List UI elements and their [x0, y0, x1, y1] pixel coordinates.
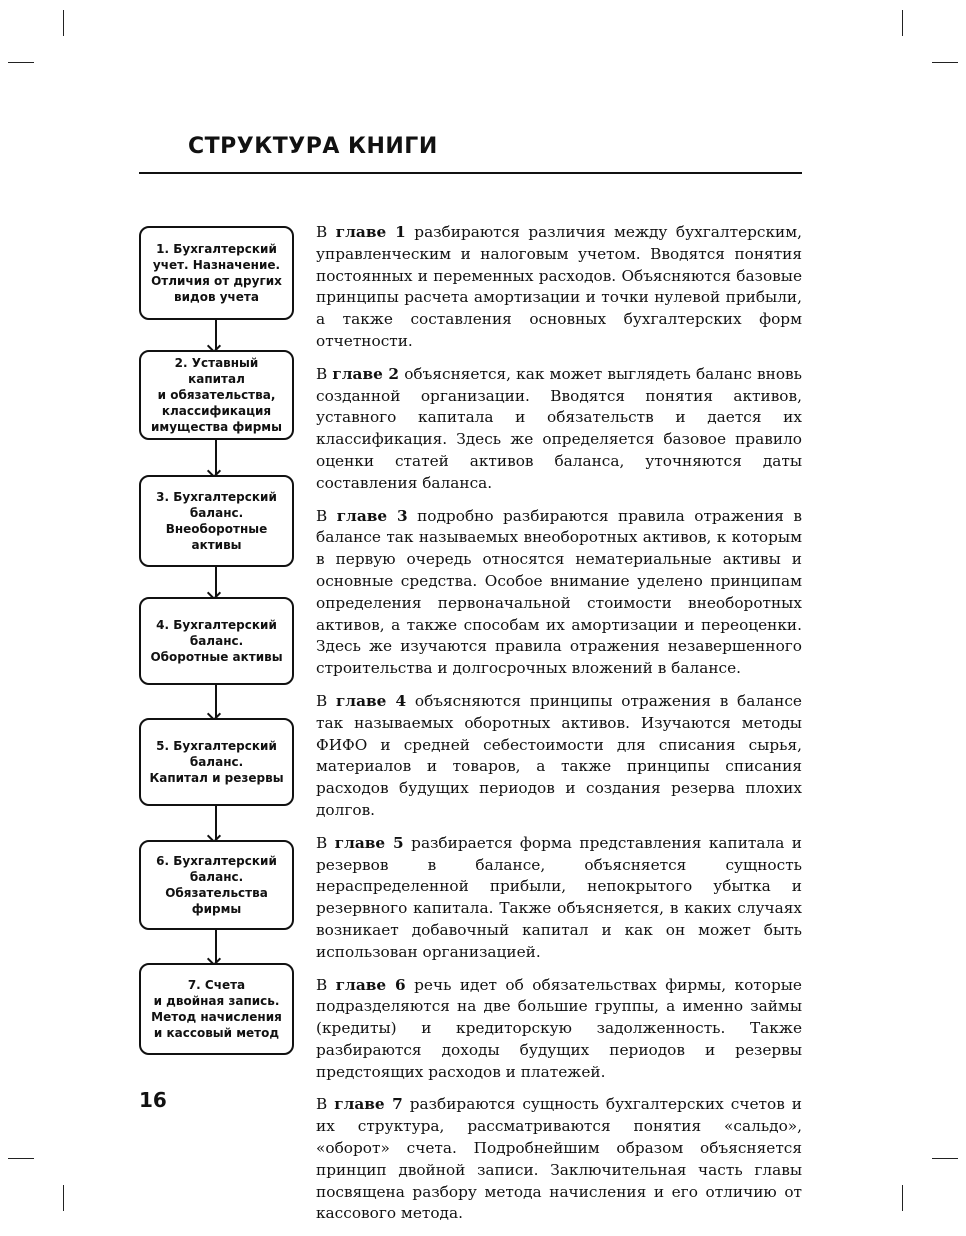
crop-mark: [902, 10, 903, 36]
flow-box-line: 2. Уставный капитал: [174, 356, 259, 386]
flow-arrow: [215, 930, 217, 963]
flow-arrow: [215, 567, 217, 597]
flow-box-line: и кассовый метод: [153, 1026, 280, 1040]
crop-mark: [902, 1185, 903, 1211]
chapter-descriptions: [316, 222, 802, 1236]
flow-box-line: Отличия от других: [151, 274, 282, 288]
flow-box-chapter-7: [139, 963, 294, 1055]
flow-box-line: 6. Бухгалтерский: [156, 854, 277, 868]
flow-box-chapter-4: [139, 597, 294, 685]
flow-box-line: Метод начисления: [151, 1010, 282, 1024]
flow-box-line: баланс.: [189, 506, 244, 520]
title-rule: [139, 172, 802, 174]
flow-box-line: баланс.: [189, 755, 244, 769]
chapter-ref: главе 7: [334, 1095, 403, 1114]
chapter-3-description: В главе 3 подробно разбираются правила отражения в балансе так называемых внеоборотных активов, к которым в первую очередь относятся нематериальные активы и основные средства. Особое внимание уделено принципам определения первоначальной стоимости внеоборотных активов, а также способам их амортизации и переоценки. Здесь же изучаются правила отражения незавершенного строительства и долгосрочных вложений в балансе.: [316, 506, 802, 678]
flow-box-line: фирмы: [191, 902, 242, 916]
flow-box-chapter-2: [139, 350, 294, 440]
crop-mark: [8, 1158, 34, 1159]
flow-arrow: [215, 806, 217, 840]
chapter-5-description: В главе 5 разбирается форма представления капитала и резервов в балансе, объясняется сущность нераспределенной прибыли, непокрытого убытка и резервного капитала. Также объясняется, в каких случаях возникает добавочный капитал и как он может быть использован организацией.: [316, 833, 802, 961]
page-number: 16: [139, 1088, 167, 1112]
chapter-ref: главе 3: [336, 506, 408, 525]
chapter-ref: главе 6: [335, 975, 406, 994]
flow-box-line: Оборотные активы: [150, 650, 283, 664]
flow-box-line: имущества фирмы: [151, 420, 282, 434]
flow-box-chapter-1: [139, 226, 294, 320]
flow-box-line: Капитал и резервы: [149, 771, 284, 785]
flow-box-line: Обязательства: [165, 886, 268, 900]
chapter-ref: главе 1: [335, 223, 406, 241]
flow-box-line: 3. Бухгалтерский: [156, 490, 277, 504]
flow-box-line: 7. Счета: [187, 978, 246, 992]
flow-box-line: классификация: [161, 404, 272, 418]
flow-box-line: 1. Бухгалтерский: [156, 242, 277, 256]
flow-arrow: [215, 440, 217, 475]
chapter-ref: главе 4: [335, 691, 407, 710]
section-title: СТРУКТУРА КНИГИ: [188, 134, 438, 159]
chapter-ref: главе 2: [332, 364, 400, 383]
chapter-7-description: В главе 7 разбираются сущность бухгалтерских счетов и их структура, рассматриваются понятия «сальдо», «оборот» счета. Подробнейшим образом объясняется принцип двойной записи. Заключительная часть главы посвящена разбору метода начисления и его отличию от кассового метода.: [316, 1095, 802, 1223]
chapter-4-description: В главе 4 объясняются принципы отражения в балансе так называемых оборотных активов. Изучаются методы ФИФО и средней себестоимости для списания сырья, материалов и товаров, а также принципы списания расходов будущих периодов и создания резерва плохих долгов.: [316, 691, 802, 819]
flow-box-line: баланс.: [189, 634, 244, 648]
flow-box-chapter-6: [139, 840, 294, 930]
flow-box-line: активы: [191, 538, 242, 552]
chapter-6-description: В главе 6 речь идет об обязательствах фирмы, которые подразделяются на две большие группы, а именно займы (кредиты) и кредиторскую задолженность. Также разбираются доходы будущих периодов и резервы предстоящих расходов и платежей.: [316, 975, 802, 1081]
flow-box-chapter-5: [139, 718, 294, 806]
flow-box-line: и обязательства,: [157, 388, 276, 402]
flow-box-line: 5. Бухгалтерский: [156, 739, 277, 753]
crop-mark: [932, 1158, 958, 1159]
flow-box-line: баланс.: [189, 870, 244, 884]
crop-mark: [8, 62, 34, 63]
flow-box-line: учет. Назначение.: [152, 258, 281, 272]
crop-mark: [932, 62, 958, 63]
chapter-ref: главе 5: [334, 833, 404, 852]
flow-box-line: видов учета: [174, 290, 259, 304]
chapter-1-description: В главе 1 разбираются различия между бухгалтерским, управленческим и налоговым учетом. Вводятся понятия постоянных и переменных расходов. Объясняются базовые принципы расчета амортизации и точки нулевой прибыли, а также составления основных бухгалтерских форм отчетности.: [316, 223, 803, 350]
flow-arrow: [215, 685, 217, 718]
flow-box-chapter-3: [139, 475, 294, 567]
flow-arrow: [215, 320, 217, 350]
crop-mark: [63, 10, 64, 36]
flow-box-line: 4. Бухгалтерский: [156, 618, 277, 632]
flow-box-line: и двойная запись.: [153, 994, 280, 1008]
chapter-2-description: В главе 2 объясняется, как может выглядеть баланс вновь созданной организации. Вводятся понятия активов, уставного капитала и обязательств и дается их классификация. Здесь же определяется базовое правило оценки статей активов баланса, уточняются даты составления баланса.: [316, 364, 802, 492]
crop-mark: [63, 1185, 64, 1211]
flow-box-line: Внеоборотные: [165, 522, 268, 536]
